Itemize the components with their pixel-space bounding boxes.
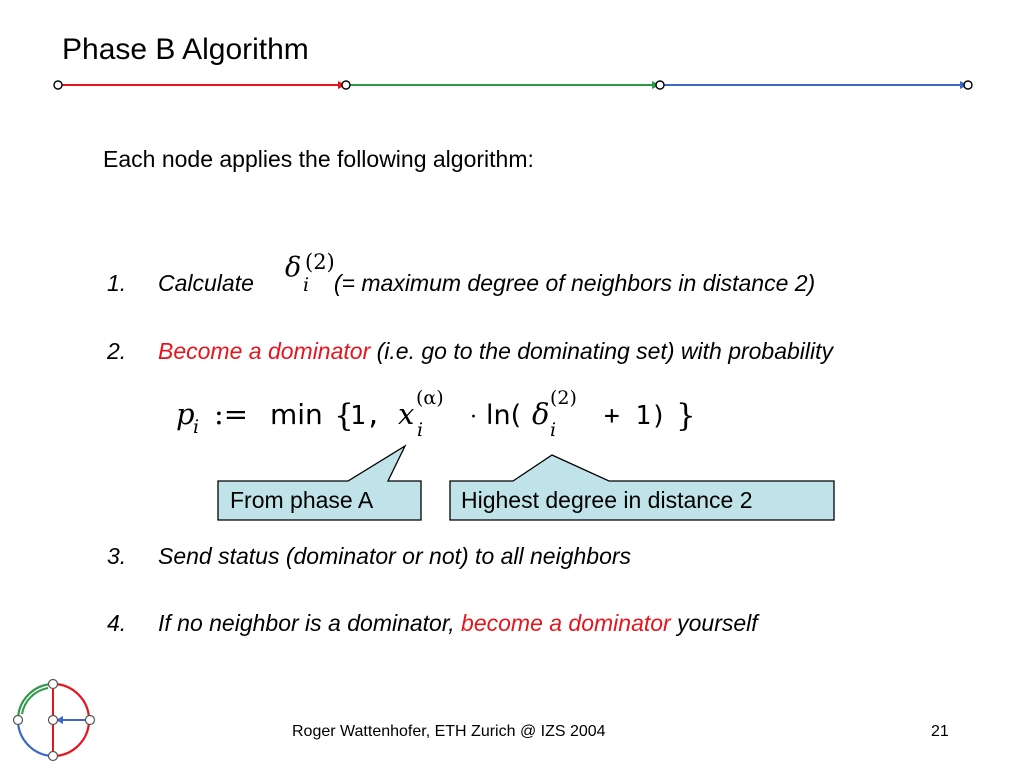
delta-sub: i: [303, 274, 310, 296]
step-number: 4.: [107, 610, 127, 636]
formula-p: p: [176, 397, 195, 431]
step-1-note: (= maximum degree of neighbors in distance 2): [333, 270, 816, 296]
step-4-highlight: become a dominator: [461, 610, 671, 636]
step-1-label: Calculate: [158, 270, 254, 296]
delta-base: δ: [285, 252, 302, 283]
step-number: 1.: [107, 270, 127, 296]
formula-p-sub: i: [193, 416, 200, 438]
formula-x-sub: i: [417, 419, 424, 441]
formula-close-brace: }: [676, 398, 696, 434]
page-number: 21: [931, 723, 949, 740]
step-2-rest: (i.e. go to the dominating set) with probability: [376, 338, 834, 364]
footer-credit: Roger Wattenhofer, ETH Zurich @ IZS 2004: [292, 723, 606, 740]
step-2-highlight: Become a dominator: [158, 338, 371, 364]
formula-ln: ln(: [486, 400, 522, 431]
eth-network-logo-icon: [12, 678, 102, 768]
callout-text-highest-degree: Highest degree in distance 2: [461, 487, 753, 513]
step-number: 2.: [107, 338, 127, 364]
step-4: [107, 608, 758, 638]
step-number: 3.: [107, 543, 127, 569]
formula-delta: δ: [532, 397, 550, 431]
formula-plus-one: + 1): [604, 401, 667, 431]
formula-min: min: [270, 398, 323, 431]
formula-delta-sup: (2): [550, 387, 577, 409]
step-4-text-after: yourself: [677, 610, 758, 636]
formula-open-brace: {: [334, 398, 354, 434]
formula-assign: :=: [214, 397, 249, 431]
step-4-text-before: If no neighbor is a dominator,: [158, 610, 455, 636]
formula-dot: ·: [470, 405, 477, 430]
formula-x: x: [398, 397, 415, 431]
step-3: [107, 541, 631, 571]
intro-text: Each node applies the following algorithm:: [103, 146, 534, 172]
callout-text-from-phase-a: From phase A: [230, 487, 374, 513]
formula-x-sup: (α): [416, 387, 444, 409]
formula-delta-sub: i: [550, 419, 557, 441]
formula-one: 1,: [350, 401, 382, 431]
step-3-text: Send status (dominator or not) to all neighbors: [158, 543, 632, 569]
slide-title: Phase B Algorithm: [62, 33, 309, 66]
delta-sup: (2): [305, 250, 335, 274]
